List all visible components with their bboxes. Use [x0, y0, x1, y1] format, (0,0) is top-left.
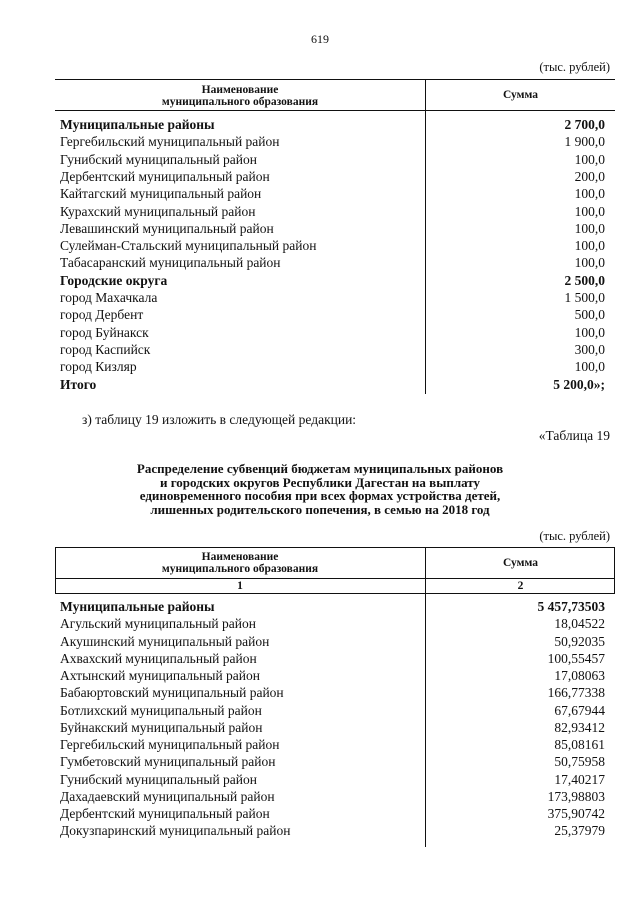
table-row — [60, 633, 605, 650]
table2-title — [0, 462, 640, 516]
row-name: Гергебильский муниципальный район — [60, 134, 280, 150]
table-row — [60, 805, 605, 822]
table-row — [60, 237, 605, 254]
row-value: 200,0 — [574, 168, 605, 184]
row-value: 5 200,0»; — [553, 376, 605, 392]
table-row — [60, 822, 605, 839]
table-row-subtotal — [60, 116, 605, 133]
title-line: Распределение субвенций бюджетам муниципальных районов — [136, 461, 504, 476]
table-row-subtotal — [60, 272, 605, 289]
row-value: 100,0 — [574, 359, 605, 375]
row-value: 100,0 — [574, 186, 605, 202]
table-row — [60, 324, 605, 341]
table-row — [60, 306, 605, 323]
row-value: 1 500,0 — [564, 290, 605, 305]
row-name: Сулейман-Стальский муниципальный район — [60, 238, 317, 254]
row-name: Гунибский муниципальный район — [60, 151, 257, 167]
table-row — [60, 254, 605, 271]
table2-numbers-border — [55, 593, 615, 594]
amendment-paragraph: з) таблицу 19 изложить в следующей редакции: — [82, 412, 357, 427]
row-value: 1 900,0 — [564, 134, 605, 150]
row-name: Акушинский муниципальный район — [60, 633, 270, 649]
table-row-subtotal — [60, 376, 605, 393]
row-name: Левашинский муниципальный район — [60, 220, 274, 236]
row-value: 2 700,0 — [564, 117, 605, 132]
table-row — [60, 220, 605, 237]
table2-top-border — [55, 547, 615, 548]
row-value: 50,75958 — [554, 754, 605, 770]
table1-col-sum-header: Сумма — [503, 89, 538, 101]
table-row — [60, 133, 605, 150]
row-name: Табасаранский муниципальный район — [60, 255, 281, 271]
row-value: 50,92035 — [554, 633, 605, 649]
table-row — [60, 753, 605, 770]
table-row — [60, 650, 605, 667]
row-name: Ахтынский муниципальный район — [60, 668, 260, 683]
row-name: Бабаюртовский муниципальный район — [60, 685, 284, 701]
row-value: 67,67944 — [554, 702, 605, 718]
table-row — [60, 203, 605, 220]
row-name: Буйнакский муниципальный район — [60, 719, 263, 735]
table-row — [60, 151, 605, 168]
table1-col-name-header: Наименование муниципального образования — [161, 84, 319, 108]
table-row — [60, 719, 605, 736]
row-value: 375,90742 — [547, 806, 605, 821]
table-row — [60, 289, 605, 306]
row-name: Дербентский муниципальный район — [60, 168, 270, 184]
row-value: 100,0 — [574, 220, 605, 236]
row-value: 18,04522 — [554, 616, 605, 632]
row-value: 173,98803 — [547, 788, 605, 804]
row-value: 100,0 — [574, 324, 605, 340]
row-name: город Буйнакск — [60, 324, 149, 340]
row-name: Гергебильский муниципальный район — [60, 737, 280, 752]
table2-header-border — [55, 578, 615, 579]
table-row-subtotal — [60, 598, 605, 615]
table-row — [60, 788, 605, 805]
table2-col-number-2: 2 — [517, 580, 524, 592]
row-name: Ахвахский муниципальный район — [60, 650, 257, 666]
page-number: 619 — [311, 32, 329, 46]
table1-top-border — [55, 79, 615, 80]
table1-header-border — [55, 110, 615, 111]
row-name: Агульский муниципальный район — [60, 616, 256, 632]
table-row — [60, 185, 605, 202]
table2-col-sum-header: Сумма — [503, 557, 538, 569]
row-value: 2 500,0 — [564, 272, 605, 288]
row-value: 100,55457 — [547, 650, 605, 666]
row-value: 100,0 — [574, 238, 605, 254]
title-line: лишенных родительского попечения, в семью на 2018 год — [150, 501, 490, 517]
row-name: Дахадаевский муниципальный район — [60, 788, 275, 804]
row-name: Гумбетовский муниципальный район — [60, 754, 276, 770]
row-value: 100,0 — [574, 255, 605, 271]
title-line: и городских округов Республики Дагестан на выплату — [159, 474, 481, 490]
table-row — [60, 341, 605, 358]
row-name: Муниципальные районы — [60, 599, 215, 614]
table-label: «Таблица 19 — [538, 428, 610, 443]
table2-unit: (тыс. рублей) — [539, 529, 610, 543]
row-name: Ботлихский муниципальный район — [60, 702, 262, 718]
table-row — [60, 615, 605, 632]
row-value: 300,0 — [574, 341, 605, 357]
row-value: 85,08161 — [554, 737, 605, 752]
row-name: Гунибский муниципальный район — [60, 771, 257, 787]
row-value: 25,37979 — [554, 823, 605, 839]
row-value: 166,77338 — [547, 685, 605, 701]
row-name: Дербентский муниципальный район — [60, 806, 270, 821]
table-row — [60, 702, 605, 719]
row-value: 100,0 — [574, 203, 605, 219]
table-row — [60, 771, 605, 788]
row-value: 100,0 — [574, 151, 605, 167]
row-name: город Кизляр — [60, 359, 137, 375]
row-name: Муниципальные районы — [60, 117, 215, 132]
row-value: 500,0 — [574, 307, 605, 323]
table2-col-name-header: Наименование муниципального образования — [161, 551, 319, 575]
row-value: 17,40217 — [554, 771, 605, 787]
row-name: Кайтагский муниципальный район — [60, 186, 262, 202]
table1-unit: (тыс. рублей) — [539, 60, 610, 74]
row-name: Городские округа — [60, 272, 168, 288]
table2-col-number-1: 1 — [237, 580, 243, 592]
row-name: город Махачкала — [60, 290, 158, 305]
row-value: 17,08063 — [554, 668, 605, 683]
row-name: Курахский муниципальный район — [60, 203, 256, 219]
row-name: Итого — [60, 376, 97, 392]
row-name: Докузпаринский муниципальный район — [60, 823, 291, 839]
row-name: город Каспийск — [60, 341, 151, 357]
table-row — [60, 736, 605, 753]
row-value: 82,93412 — [554, 719, 605, 735]
table-row — [60, 168, 605, 185]
table-row — [60, 358, 605, 375]
table-row — [60, 667, 605, 684]
row-name: город Дербент — [60, 307, 144, 323]
table-row — [60, 684, 605, 701]
row-value: 5 457,73503 — [537, 599, 605, 614]
title-line: единовременного пособия при всех формах устройства детей, — [139, 488, 501, 503]
